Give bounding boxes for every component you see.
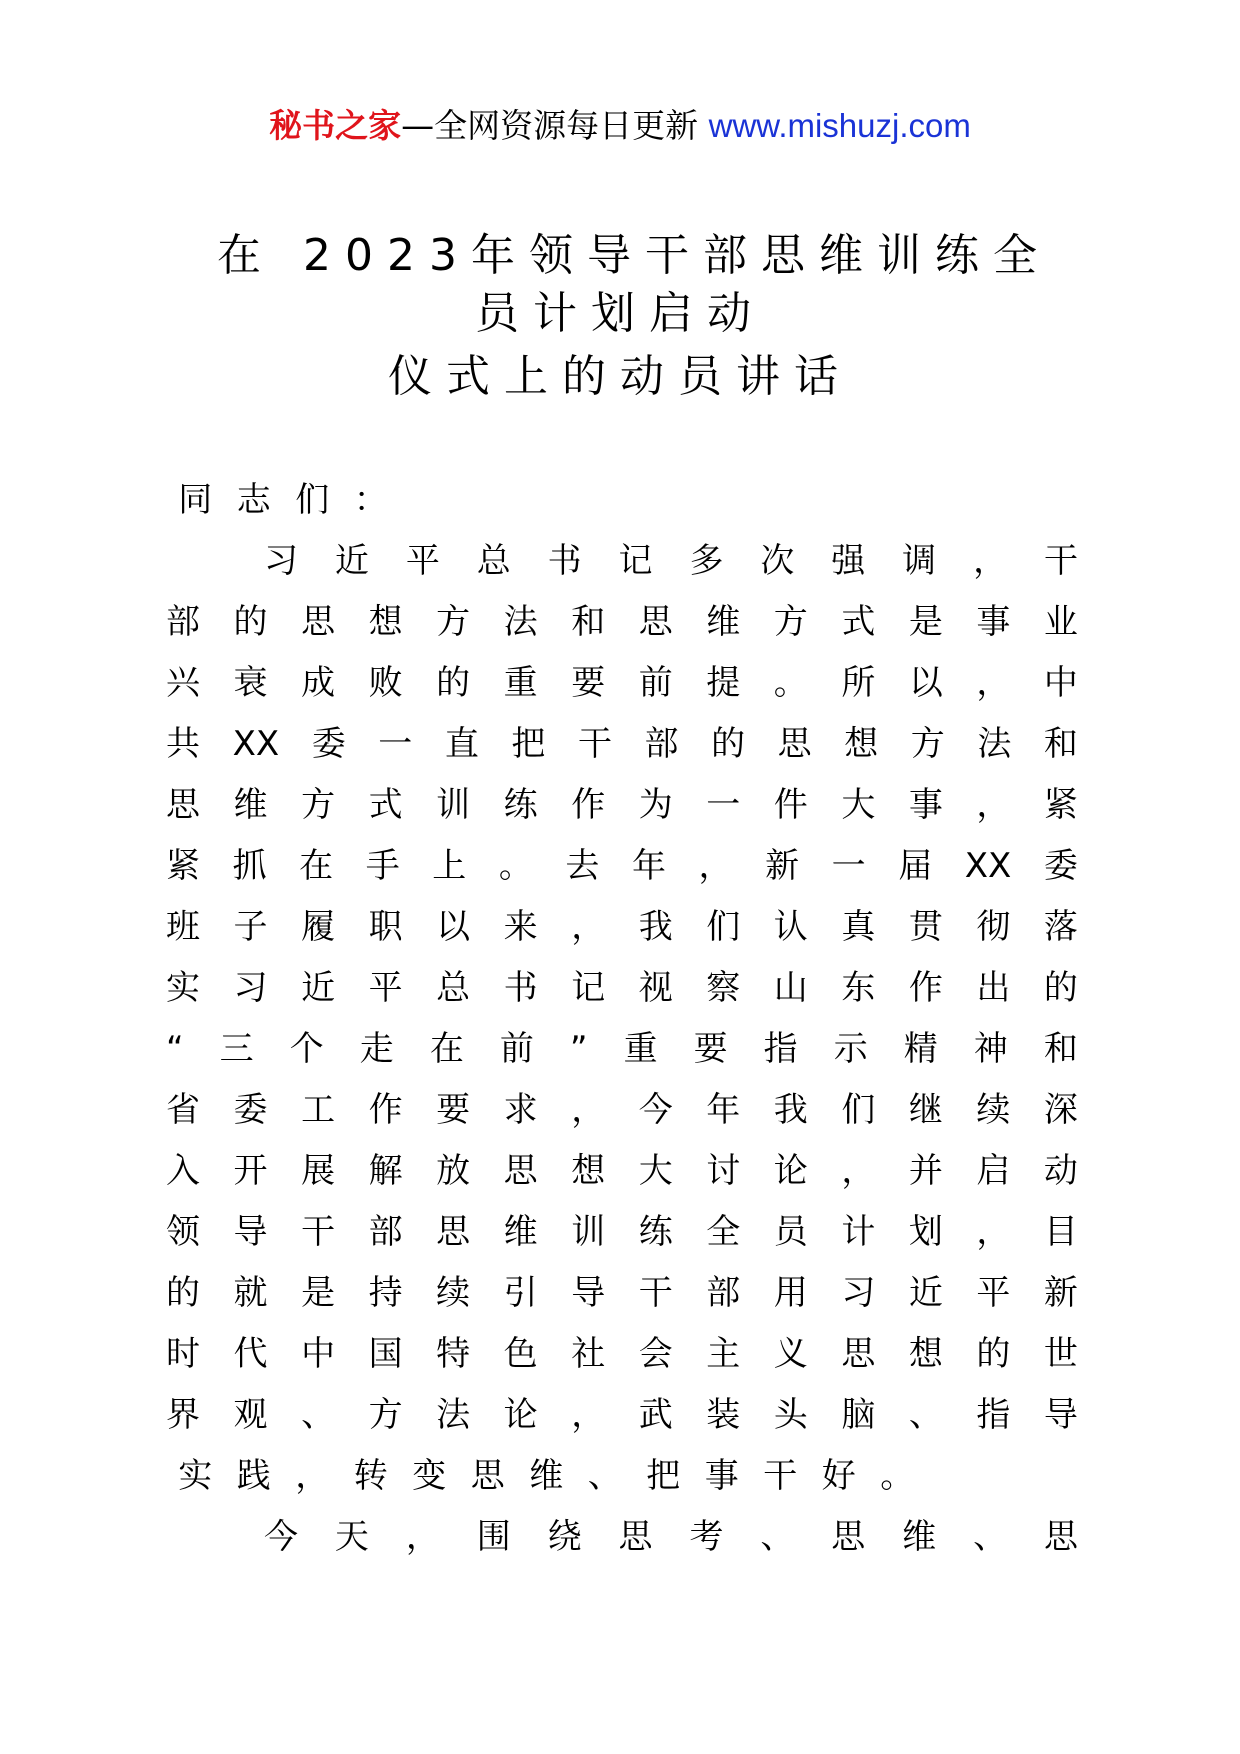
body-char: 入 [166,1151,200,1191]
body-char: 直 [444,724,479,764]
body-char: 领 [166,1212,200,1252]
body-char: 共 [166,724,200,764]
body-char: 特 [436,1334,471,1374]
body-char: 实 [178,1456,213,1496]
body-char: 部 [644,724,679,764]
body-char: 的 [233,602,268,642]
body-char: 习 [841,1273,876,1313]
body-char: “ [166,1029,184,1069]
body-char: 强 [831,541,866,581]
body-char: 紧 [1043,785,1078,825]
body-char: 并 [908,1151,943,1191]
body-char: 干 [1043,541,1078,581]
body-char: 志 [236,480,271,520]
body-char: 思 [503,1151,538,1191]
body-char: 委 [311,724,346,764]
body-char: 三 [219,1029,254,1069]
body-char: 多 [689,541,724,581]
body-char: 天 [334,1517,369,1557]
body-char: 思 [470,1456,505,1496]
body-char: 们 [706,907,741,947]
body-char: 以 [436,907,471,947]
body-char: 思 [436,1212,471,1252]
body-char: 抓 [232,846,267,886]
body-char: 败 [368,663,403,703]
body-char: 习 [233,968,268,1008]
body-char: 把 [511,724,546,764]
body-char: 中 [1043,663,1078,703]
body-char: 次 [760,541,795,581]
body-char: 部 [368,1212,403,1252]
body-char: 出 [976,968,1011,1008]
body-char: 思 [638,602,673,642]
body-char: ， [571,907,606,947]
body-char: 维 [503,1212,538,1252]
body-char: 业 [1043,602,1078,642]
body-char: 和 [571,602,606,642]
body-char: 新 [765,846,800,886]
body-char: 国 [368,1334,403,1374]
body-char: ， [571,1090,606,1130]
body-char: 想 [844,724,879,764]
body-char: 是 [908,602,943,642]
body-line [166,1507,1078,1568]
body-char: 思 [841,1334,876,1374]
body-char: 紧 [166,846,200,886]
body-char: 干 [638,1273,673,1313]
body-char: 们 [295,480,330,520]
body-char: 转 [353,1456,388,1496]
body-char: 。 [498,846,533,886]
body-char: 、 [301,1395,336,1435]
body-char: ， [976,663,1011,703]
body-char: 是 [301,1273,336,1313]
body-char: 事 [704,1456,739,1496]
body-char: 的 [711,724,746,764]
body-char: 开 [233,1151,268,1191]
body-char: 记 [618,541,653,581]
body-char: 履 [301,907,336,947]
body-char: 事 [908,785,943,825]
body-char: 神 [973,1029,1008,1069]
body-char: 前 [638,663,673,703]
body-char: 平 [405,541,440,581]
body-char: 目 [1043,1212,1078,1252]
body-line [166,1080,1078,1141]
body-char: ， [405,1517,440,1557]
body-char: 想 [571,1151,606,1191]
body-char: 就 [233,1273,268,1313]
body-char: 续 [976,1090,1011,1130]
body-char: 员 [773,1212,808,1252]
body-line [166,836,1078,897]
body-char: 同 [178,480,213,520]
body-char: 重 [623,1029,658,1069]
body-char: ， [976,1212,1011,1252]
body-char: 来 [503,907,538,947]
body-char: 思 [618,1517,653,1557]
body-char: 方 [368,1395,403,1435]
body-char: 围 [476,1517,511,1557]
body-char: 动 [1043,1151,1078,1191]
body-char: ” [569,1029,588,1069]
speech-body [166,470,1078,1568]
body-char: 平 [976,1273,1011,1313]
body-char: 在 [429,1029,464,1069]
body-char: 部 [166,602,200,642]
body-char: 想 [368,602,403,642]
body-char: 方 [773,602,808,642]
body-char: 主 [706,1334,741,1374]
body-char: 部 [706,1273,741,1313]
body-char: 思 [1043,1517,1078,1557]
body-char: 上 [432,846,467,886]
body-char: 作 [908,968,943,1008]
body-char: 导 [233,1212,268,1252]
body-char: 界 [166,1395,200,1435]
body-char: 衰 [233,663,268,703]
body-char: 式 [368,785,403,825]
body-char: 兴 [166,663,200,703]
body-char: 维 [233,785,268,825]
body-char: 东 [841,968,876,1008]
body-char: 、 [973,1517,1008,1557]
body-char: ： [353,480,388,520]
body-char: 思 [301,602,336,642]
body-char: 书 [503,968,538,1008]
body-char: 指 [763,1029,798,1069]
body-char: 划 [908,1212,943,1252]
body-char: 继 [908,1090,943,1130]
body-char: 持 [368,1273,403,1313]
body-char: 委 [233,1090,268,1130]
body-char: 。 [773,663,808,703]
body-char: 子 [233,907,268,947]
body-char: 和 [1043,724,1078,764]
body-char: ， [698,846,733,886]
body-line [166,653,1078,714]
banner-slogan: —全网资源每日更新 [401,106,699,145]
body-char: 方 [301,785,336,825]
body-line [166,714,1078,775]
body-char: 去 [565,846,600,886]
body-char: 、 [908,1395,943,1435]
body-char: 事 [976,602,1011,642]
body-char: 练 [503,785,538,825]
body-char: 干 [763,1456,798,1496]
body-char: 新 [1043,1273,1078,1313]
body-char: 法 [503,602,538,642]
body-char: 世 [1043,1334,1078,1374]
body-char: 训 [571,1212,606,1252]
body-char: 代 [233,1334,268,1374]
document-title-line-2: 员计划启动 [475,288,765,339]
body-char: 件 [773,785,808,825]
body-char: 、 [587,1456,622,1496]
body-char: 年 [706,1090,741,1130]
body-char: 近 [334,541,369,581]
site-banner [0,104,1240,148]
body-line [166,592,1078,653]
body-char: 论 [503,1395,538,1435]
body-char: 装 [706,1395,741,1435]
body-char: 导 [571,1273,606,1313]
body-char: 观 [233,1395,268,1435]
body-char: 训 [436,785,471,825]
body-char: 我 [773,1090,808,1130]
body-char: ， [973,541,1008,581]
body-char: 们 [841,1090,876,1130]
body-char: 委 [1043,846,1078,886]
body-char: 为 [638,785,673,825]
body-char: 武 [638,1395,673,1435]
body-char: 的 [1043,968,1078,1008]
body-char: 引 [503,1273,538,1313]
body-char: 法 [977,724,1012,764]
body-char: 会 [638,1334,673,1374]
body-char: 变 [412,1456,447,1496]
body-line [166,1141,1078,1202]
body-char: 认 [773,907,808,947]
body-char: ， [571,1395,606,1435]
body-char: 讨 [706,1151,741,1191]
body-char: 放 [436,1151,471,1191]
body-char: 色 [503,1334,538,1374]
body-char: 走 [359,1029,394,1069]
body-char: 作 [368,1090,403,1130]
body-char: 年 [631,846,666,886]
body-char: 好 [821,1456,856,1496]
body-char: 绕 [547,1517,582,1557]
body-char: 重 [503,663,538,703]
body-char: 一 [706,785,741,825]
body-char: 山 [773,968,808,1008]
body-char: 个 [289,1029,324,1069]
body-char: 思 [831,1517,866,1557]
body-line [166,958,1078,1019]
document-title-line-3: 仪式上的动员讲话 [388,351,852,402]
body-char: 今 [264,1517,298,1557]
body-char: 我 [638,907,673,947]
body-line [166,1385,1078,1446]
body-char: 式 [841,602,876,642]
body-char: 。 [880,1456,915,1496]
site-url-link[interactable]: www.mishuzj.com [708,107,971,144]
body-char: 全 [706,1212,741,1252]
body-char: 的 [976,1334,1011,1374]
body-char: 脑 [841,1395,876,1435]
body-char: 论 [773,1151,808,1191]
body-char: ， [295,1456,330,1496]
body-char: 大 [841,785,876,825]
body-char: 真 [841,907,876,947]
body-char: 书 [547,541,582,581]
body-char: 思 [166,785,200,825]
body-char: 义 [773,1334,808,1374]
body-char: 想 [908,1334,943,1374]
body-char: 导 [1043,1395,1078,1435]
body-char: 近 [908,1273,943,1313]
body-char: 求 [503,1090,538,1130]
body-char: 一 [378,724,413,764]
body-char: 指 [976,1395,1011,1435]
body-char: ， [976,785,1011,825]
body-char: 总 [476,541,511,581]
body-char: 视 [638,968,673,1008]
body-char: 维 [529,1456,564,1496]
body-char: 用 [773,1273,808,1313]
body-char: ， [841,1151,876,1191]
body-char: 维 [902,1517,937,1557]
body-char: 践 [236,1456,271,1496]
body-char: 考 [689,1517,724,1557]
body-char: 提 [706,663,741,703]
body-char: 前 [499,1029,534,1069]
body-char: 成 [301,663,336,703]
body-char: 一 [831,846,866,886]
body-char: 社 [571,1334,606,1374]
body-char: 示 [833,1029,868,1069]
body-char: 的 [166,1273,200,1313]
body-char: 和 [1043,1029,1078,1069]
body-char: XX [964,846,1012,886]
document-title-line-1: 在 2023年领导干部思维训练全 [217,230,1051,281]
body-char: 实 [166,968,200,1008]
body-char: 落 [1043,907,1078,947]
body-line [166,1446,1078,1507]
body-char: 干 [577,724,612,764]
body-char: 头 [773,1395,808,1435]
body-line [166,897,1078,958]
brand-name: 秘书之家 [269,106,402,145]
body-char: 方 [436,602,471,642]
body-char: 思 [777,724,812,764]
body-char: 班 [166,907,200,947]
body-char: 计 [841,1212,876,1252]
body-char: 习 [264,541,298,581]
body-line [166,1324,1078,1385]
body-line [166,470,1078,531]
body-char: 彻 [976,907,1011,947]
body-char: 精 [903,1029,938,1069]
body-line [166,531,1078,592]
body-char: 续 [436,1273,471,1313]
body-char: 的 [436,663,471,703]
body-char: 手 [365,846,400,886]
body-char: 工 [301,1090,336,1130]
body-char: 中 [301,1334,336,1374]
body-char: 要 [693,1029,728,1069]
body-char: 今 [638,1090,673,1130]
body-char: 调 [902,541,937,581]
body-char: 干 [301,1212,336,1252]
body-char: 作 [571,785,606,825]
body-char: 职 [368,907,403,947]
body-line [166,775,1078,836]
body-char: 法 [436,1395,471,1435]
body-char: 平 [368,968,403,1008]
body-char: 以 [908,663,943,703]
body-line [166,1202,1078,1263]
body-char: XX [232,724,280,764]
body-char: 大 [638,1151,673,1191]
body-char: 练 [638,1212,673,1252]
body-char: 展 [301,1151,336,1191]
body-char: 时 [166,1334,200,1374]
body-char: 察 [706,968,741,1008]
body-char: 贯 [908,907,943,947]
body-char: 把 [646,1456,681,1496]
body-char: 要 [571,663,606,703]
body-line [166,1019,1078,1080]
body-char: 要 [436,1090,471,1130]
body-char: 省 [166,1090,200,1130]
body-char: 方 [910,724,945,764]
body-line [166,1263,1078,1324]
body-char: 深 [1043,1090,1078,1130]
body-char: 启 [976,1151,1011,1191]
body-char: 总 [436,968,471,1008]
body-char: 所 [841,663,876,703]
body-char: 近 [301,968,336,1008]
body-char: 在 [299,846,334,886]
body-char: 维 [706,602,741,642]
body-char: 届 [898,846,933,886]
body-char: 解 [368,1151,403,1191]
body-char: 记 [571,968,606,1008]
body-char: 、 [760,1517,795,1557]
